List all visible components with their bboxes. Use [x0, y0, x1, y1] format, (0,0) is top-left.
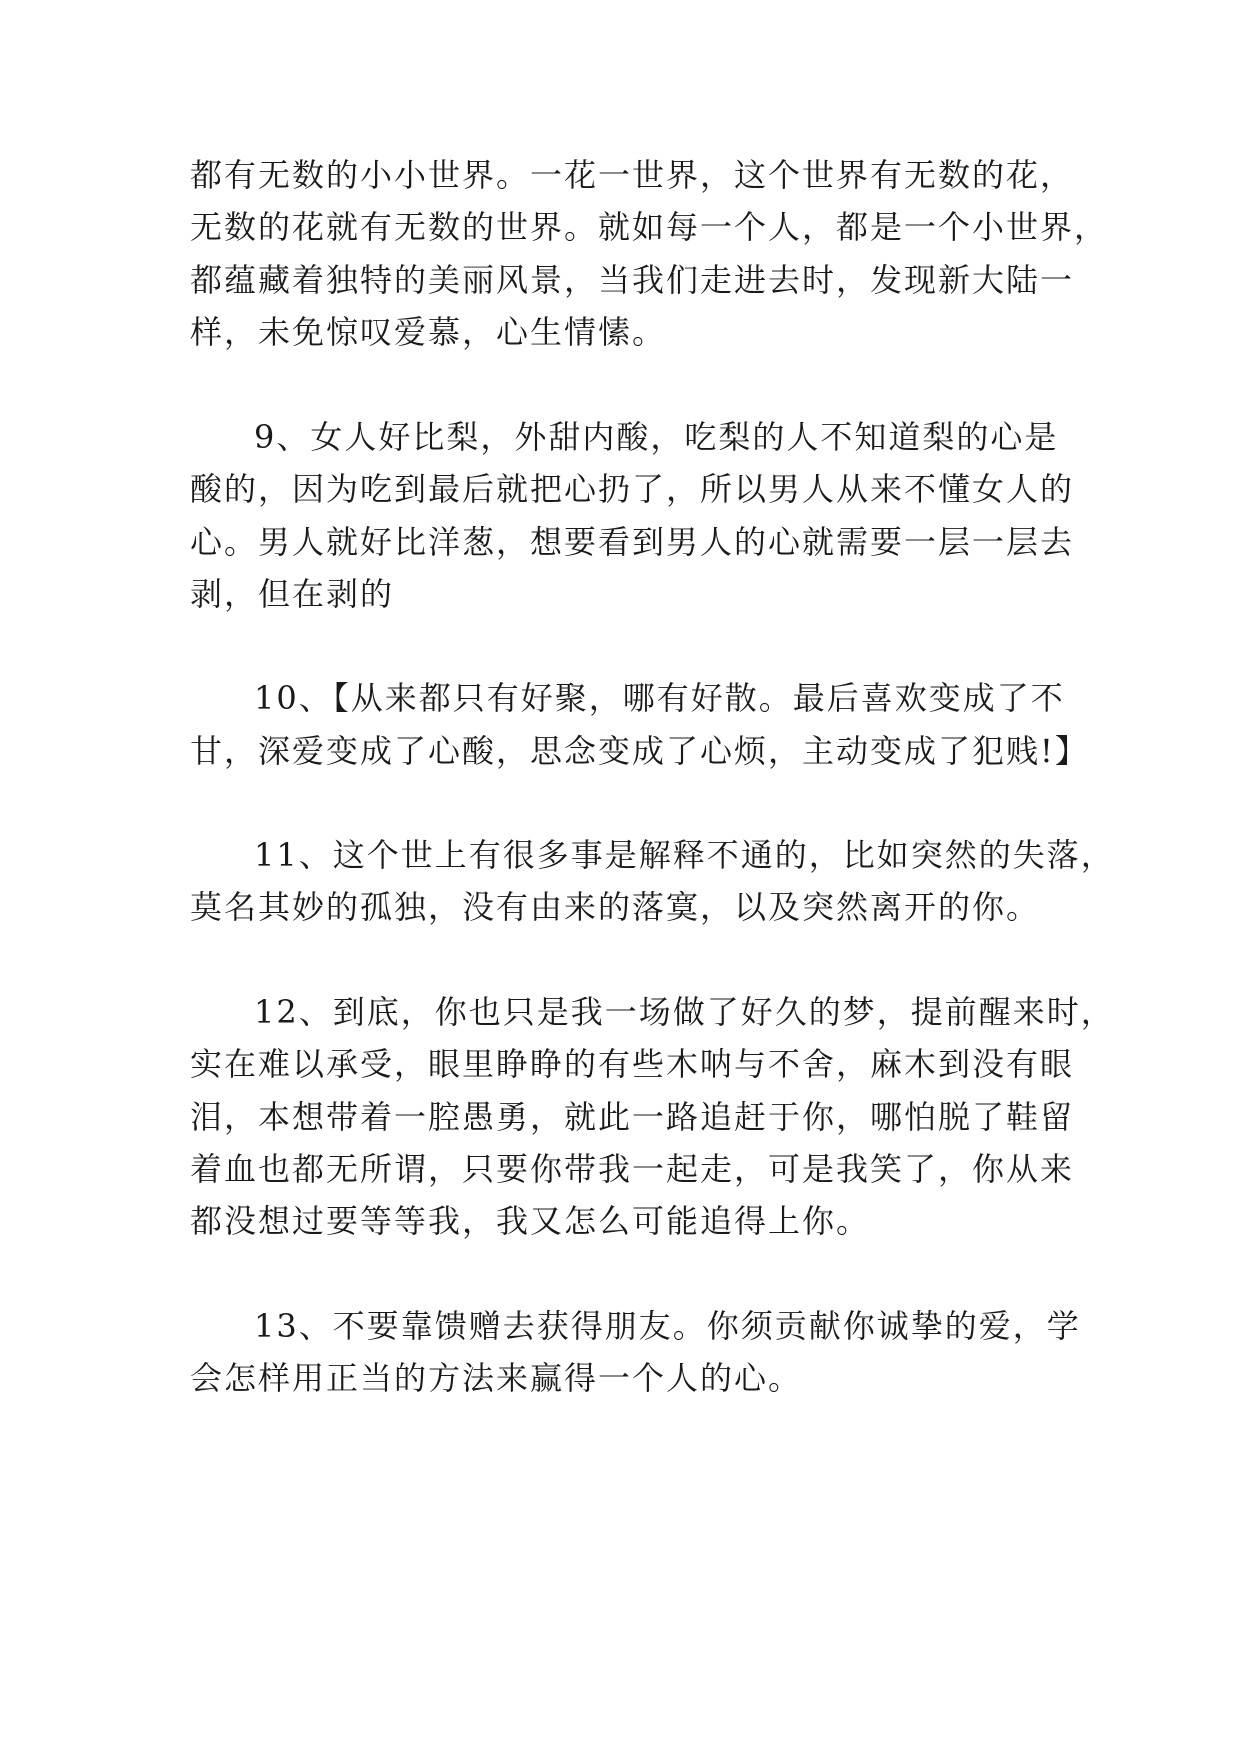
paragraph-10-line-0: 10、【从来都只有好聚，哪有好散。最后喜欢变成了不	[254, 679, 1065, 717]
paragraph-12-line-2: 泪，本想带着一腔愚勇，就此一路追赶于你，哪怕脱了鞋留	[190, 1098, 1075, 1136]
paragraph-12-line-3: 着血也都无所谓，只要你带我一起走，可是我笑了，你从来	[190, 1150, 1075, 1188]
paragraph-12-line-1: 实在难以承受，眼里睁睁的有些木呐与不舍，麻木到没有眼	[190, 1045, 1075, 1083]
paragraph-9-line-2: 心。男人就好比洋葱，想要看到男人的心就需要一层一层去	[190, 523, 1075, 561]
paragraph-0-line-1: 无数的花就有无数的世界。就如每一个人，都是一个小世界，	[190, 208, 1109, 246]
paragraph-13-line-1: 会怎样用正当的方法来赢得一个人的心。	[190, 1359, 803, 1397]
paragraph-0-line-3: 样，未免惊叹爱慕，心生情愫。	[190, 313, 667, 351]
paragraph-11-line-1: 莫名其妙的孤独，没有由来的落寞，以及突然离开的你。	[190, 888, 1041, 926]
paragraph-0-line-0: 都有无数的小小世界。一花一世界，这个世界有无数的花，	[190, 156, 1075, 194]
paragraph-9-line-0: 9、女人好比梨，外甜内酸，吃梨的人不知道梨的心是	[254, 418, 1059, 456]
paragraph-11-line-0: 11、这个世上有很多事是解释不通的，比如突然的失落，	[254, 836, 1115, 874]
paragraph-12-line-0: 12、到底，你也只是我一场做了好久的梦，提前醒来时，	[254, 993, 1115, 1031]
paragraph-0-line-2: 都蕴藏着独特的美丽风景，当我们走进去时，发现新大陆一	[190, 261, 1075, 299]
paragraph-12-line-4: 都没想过要等等我，我又怎么可能追得上你。	[190, 1202, 871, 1240]
paragraph-10-line-1: 甘，深爱变成了心酸，思念变成了心烦，主动变成了犯贱!】	[190, 732, 1089, 770]
paragraph-13-line-0: 13、不要靠馈赠去获得朋友。你须贡献你诚挚的爱，学	[254, 1307, 1081, 1345]
paragraph-9-line-1: 酸的，因为吃到最后就把心扔了，所以男人从来不懂女人的	[190, 470, 1075, 508]
paragraph-9-line-3: 剥，但在剥的	[190, 575, 395, 613]
